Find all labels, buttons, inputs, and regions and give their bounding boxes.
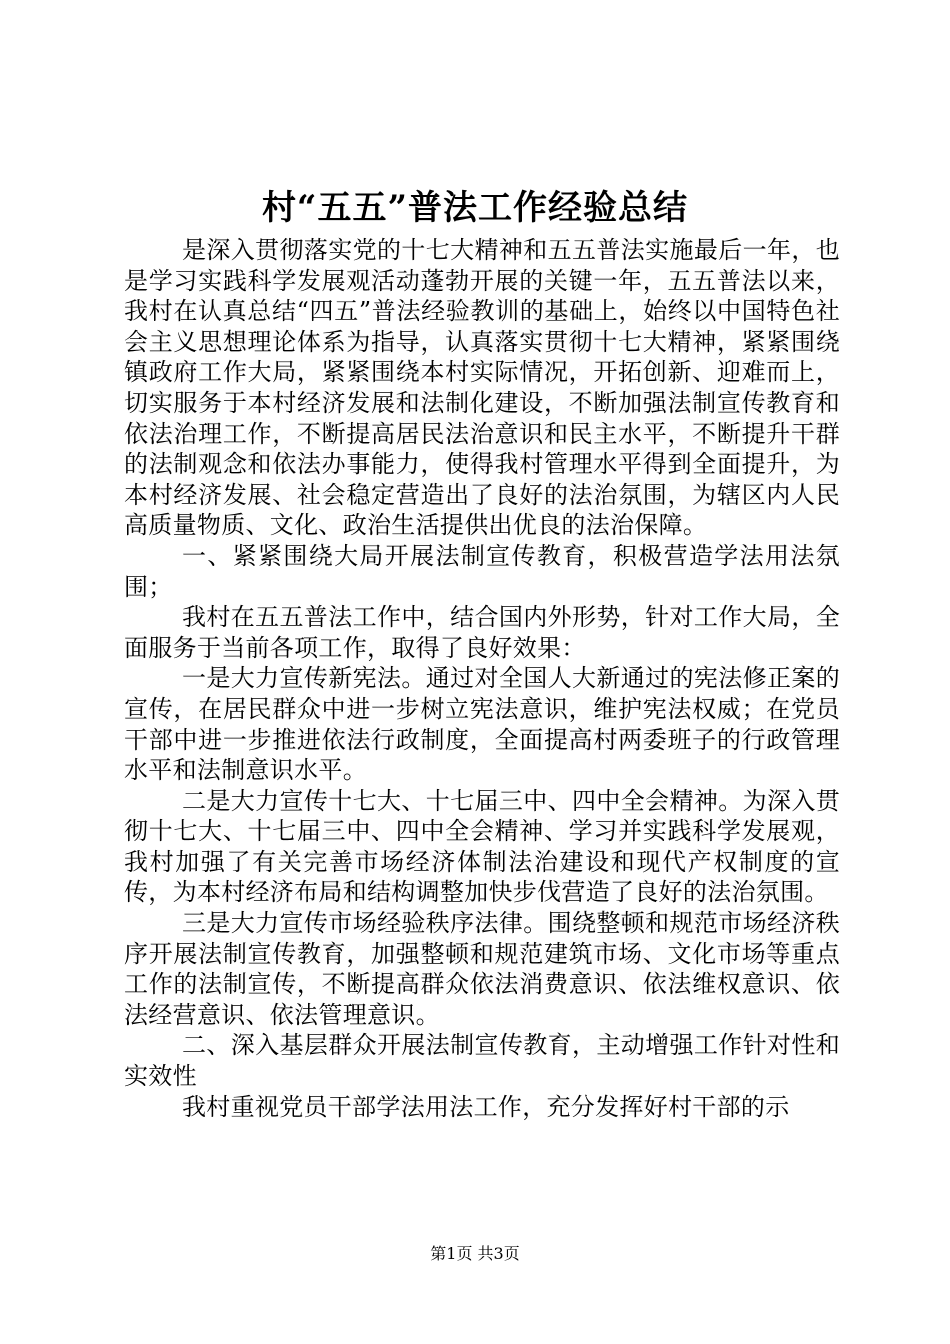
paragraph-item-3: 三是大力宣传市场经验秩序法律。围绕整顿和规范市场经济秩序开展法制宣传教育，加强整顿和规范建筑市场、文化市场等重点工作的法制宣传，不断提高群众依法消费意识、依法维权意识、依法经营意识、依法管理意识。 xyxy=(124,909,840,1029)
section-heading-1: 一、紧紧围绕大局开展法制宣传教育，积极营造学法用法氛围； xyxy=(124,541,840,601)
section-heading-2: 二、深入基层群众开展法制宣传教育，主动增强工作针对性和实效性 xyxy=(124,1031,840,1091)
document-body xyxy=(124,235,840,1122)
paragraph-section-2-intro: 我村重视党员干部学法用法工作，充分发挥好村干部的示 xyxy=(182,1092,790,1121)
paragraph-intro: 是深入贯彻落实党的十七大精神和五五普法实施最后一年，也是学习实践科学发展观活动蓬勃开展的关键一年，五五普法以来，我村在认真总结“四五”普法经验教训的基础上，始终以中国特色社会主义思想理论体系为指导，认真落实贯彻十七大精神，紧紧围绕镇政府工作大局，紧紧围绕本村实际情况，开拓创新、迎难而上，切实服务于本村经济发展和法制化建设，不断加强法制宣传教育和依法治理工作，不断提高居民法治意识和民主水平，不断提升干群的法制观念和依法办事能力，使得我村管理水平得到全面提升，为本村经济发展、社会稳定营造出了良好的法治氛围，为辖区内人民高质量物质、文化、政治生活提供出优良的法治保障。 xyxy=(124,236,840,540)
paragraph-item-1: 一是大力宣传新宪法。通过对全国人大新通过的宪法修正案的宣传，在居民群众中进一步树立宪法意识，维护宪法权威；在党员干部中进一步推进依法行政制度，全面提高村两委班子的行政管理水平和法制意识水平。 xyxy=(124,664,840,785)
page-footer: 第1页 共3页 xyxy=(430,1244,520,1263)
document-title: 村“五五”普法工作经验总结 xyxy=(261,188,689,228)
paragraph-section-1-intro: 我村在五五普法工作中，结合国内外形势，针对工作大局，全面服务于当前各项工作，取得了良好效果： xyxy=(124,603,840,662)
paragraph-item-2: 二是大力宣传十七大、十七届三中、四中全会精神。为深入贯彻十七大、十七届三中、四中全会精神、学习并实践科学发展观，我村加强了有关完善市场经济体制法治建设和现代产权制度的宣传，为本村经济布局和结构调整加快步伐营造了良好的法治氛围。 xyxy=(124,786,840,907)
